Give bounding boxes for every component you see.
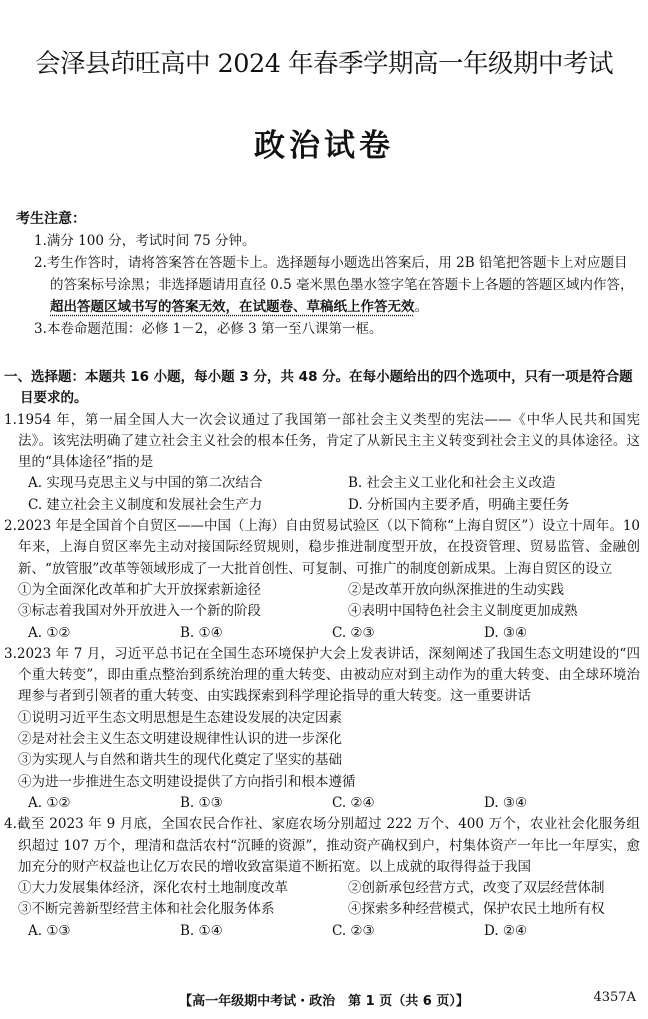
- footer-paper-code: 4357A: [593, 990, 636, 1005]
- question-3-option-a: A. ①②: [28, 794, 71, 811]
- exam-title: 会泽县茚旺高中 2024 年春季学期高一年级期中考试: [34, 49, 614, 79]
- notice-heading: 考生注意：: [16, 211, 86, 227]
- question-2-choices: [4, 580, 640, 623]
- question-4-choices: [4, 878, 640, 921]
- question-4-option-b: B. ①④: [180, 922, 223, 939]
- question-4-choice-1: ①大力发展集体经济，深化农村土地制度改革: [18, 880, 288, 897]
- question-3-choice-2: ②是对社会主义生态文明建设规律性认识的进一步深化: [18, 731, 342, 748]
- question-4-option-c: C. ②③: [332, 922, 375, 939]
- question-2-choice-2: ②是改革开放向纵深推进的生动实践: [348, 581, 564, 598]
- question-4-choice-3: ③不断完善新型经营主体和社会化服务体系: [18, 901, 275, 918]
- question-1-options: [4, 473, 640, 516]
- question-3-option-c: C. ②④: [332, 794, 375, 811]
- question-3-option-b: B. ①③: [180, 794, 223, 811]
- question-4-choice-2: ②创新承包经营方式，改变了双层经营体制: [348, 880, 605, 897]
- question-3-stem: 3.2023 年 7 月，习近平总书记在全国生态环境保护大会上发表讲话，深刻阐述了我国生态文明建设的“四个重大转变”，即由重点整治到系统治理的重大转变、由被动应对到主动作为的重大转变、由全球环境治理参与者到引领者的重大转变、由实践探索到科学理论指导的重大转变。这一重要讲话: [4, 645, 640, 705]
- question-2-options: [4, 623, 640, 644]
- question-4-options: [4, 921, 640, 942]
- question-2-choice-1: ①为全面深化改革和扩大开放探索新途径: [18, 581, 261, 598]
- question-3-option-d: D. ③④: [484, 794, 528, 811]
- notice-item-2-emphasis: 超出答题区域书写的答案无效，在试题卷、草稿纸上作答无效: [50, 299, 415, 315]
- candidate-notice: [16, 208, 640, 340]
- notice-item-2-text: 2.考生作答时，请将答案答在答题卡上。选择题每小题选出答案后，用 2B 铅笔把答题卡上对应题目的答案标号涂黑；非选择题请用直径 0.5 毫米黑色墨水签字笔在答题卡上各题的答题区域内作答，: [34, 255, 634, 293]
- question-2-choice-3: ③标志着我国对外开放进入一个新的阶段: [18, 603, 261, 620]
- question-2-option-c: C. ②③: [332, 624, 375, 641]
- question-4-stem: 4.截至 2023 年 9 月底，全国农民合作社、家庭农场分别超过 222 万个、400 万个，农业社会化服务组织超过 107 万个，理清和盘活农村“沉睡的资源”，推动资产确权到户，村集体资产一年比一年厚实，愈加充分的财产权益也让亿万农民的增收致富渠道不断拓宽。以上成就的取得得益于我国: [4, 816, 640, 875]
- question-4-option-a: A. ①③: [28, 922, 71, 939]
- section-heading: 一、选择题：本题共 16 小题，每小题 3 分，共 48 分。在每小题给出的四个选项中，只有一项是符合题目要求的。: [4, 369, 633, 407]
- question-1-option-b: B. 社会主义工业化和社会主义改造: [348, 475, 556, 492]
- question-4-option-d: D. ②④: [484, 922, 528, 939]
- question-4-choice-4: ④探索多种经营模式，保护农民土地所有权: [348, 901, 605, 918]
- question-area: [4, 367, 640, 942]
- question-1-option-d: D. 分析国内主要矛盾，明确主要任务: [348, 496, 570, 513]
- notice-item-1: 1.满分 100 分，考试时间 75 分钟。: [34, 233, 256, 249]
- notice-item-2: [16, 252, 640, 318]
- question-1-option-a: A. 实现马克思主义与中国的第二次结合: [28, 475, 263, 492]
- question-3-choices: [4, 708, 640, 793]
- question-2-choice-4: ④表明中国特色社会主义制度更加成熟: [348, 603, 578, 620]
- question-3-options: [4, 793, 640, 814]
- question-2-stem: 2.2023 年是全国首个自贸区——中国（上海）自由贸易试验区（以下简称“上海自贸区”）设立十周年。10 年来，上海自贸区率先主动对接国际经贸规则，稳步推进制度型开放，在投资管理、贸易监管、金融创新、“放管服”改革等领域形成了一大批首创性、可复制、可推广的制度创新成果。上海自贸区的设立: [4, 518, 641, 577]
- question-2-option-d: D. ③④: [484, 624, 528, 641]
- notice-item-3: 3.本卷命题范围：必修 1－2，必修 3 第一至八课第一框。: [34, 321, 383, 337]
- question-3-choice-4: ④为进一步推进生态文明建设提供了方向指引和根本遵循: [18, 773, 356, 790]
- question-1-stem: 1.1954 年，第一届全国人大一次会议通过了我国第一部社会主义类型的宪法——《中华人民共和国宪法》。该宪法明确了建立社会主义社会的根本任务，肯定了从新民主主义转变到社会主义的具体途径。这里的“具体途径”指的是: [4, 411, 640, 471]
- question-2-option-a: A. ①②: [28, 624, 71, 641]
- exam-subject-title: 政治试卷: [254, 128, 394, 164]
- question-1-option-c: C. 建立社会主义制度和发展社会生产力: [28, 496, 263, 513]
- question-3-choice-1: ①说明习近平生态文明思想是生态建设发展的决定因素: [18, 709, 342, 726]
- footer-page-info: 【高一年级期中考试・政治 第 1 页（共 6 页）】: [179, 994, 469, 1009]
- question-3-choice-3: ③为实现人与自然和谐共生的现代化奠定了坚实的基础: [18, 752, 342, 769]
- notice-item-2-end: 。: [414, 299, 428, 315]
- question-2-option-b: B. ①④: [180, 624, 223, 641]
